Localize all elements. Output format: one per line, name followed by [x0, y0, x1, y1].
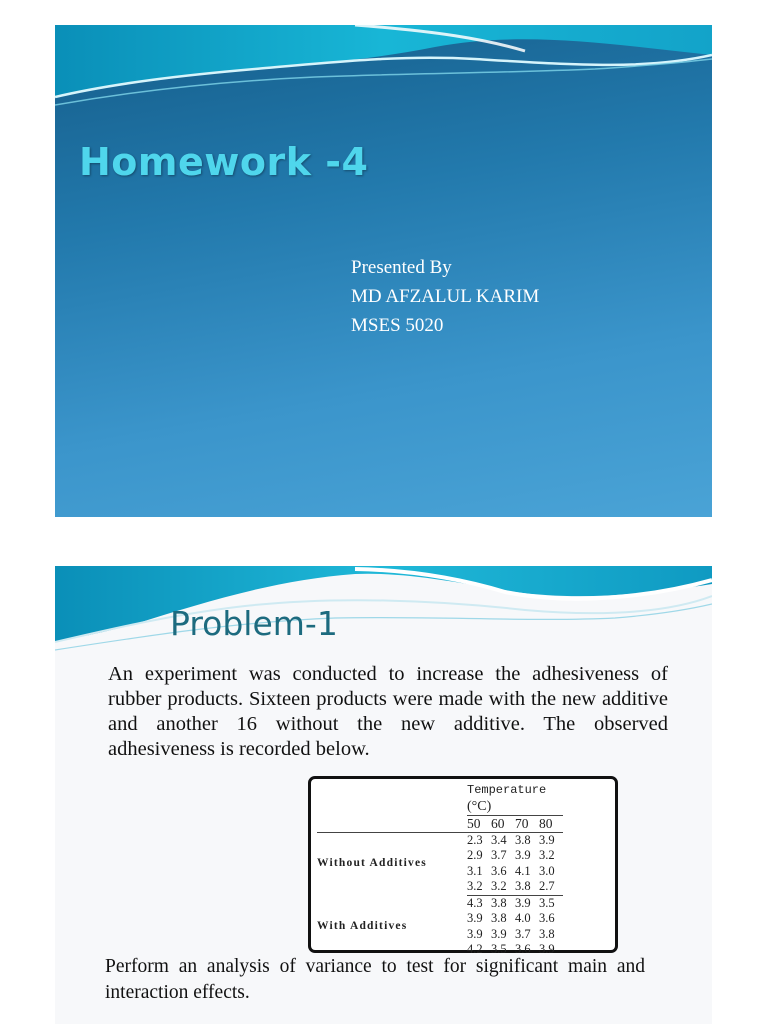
table-cell: 3.6	[491, 863, 507, 878]
slide-title: Problem-1	[170, 604, 338, 643]
table-cell: 2.3	[467, 832, 483, 847]
presented-by-label: Presented By	[351, 257, 452, 278]
wave-decoration	[55, 566, 712, 661]
table-cell: 3.9	[515, 848, 531, 862]
table-cell: 2.9	[467, 848, 483, 862]
table-cell: 3.5	[539, 895, 555, 910]
table-cell: 3.0	[539, 863, 555, 878]
table-cell: 3.7	[491, 848, 507, 862]
table-cell: 3.9	[515, 895, 531, 910]
table-cell: 3.7	[515, 926, 531, 941]
table-cell: 3.8	[491, 895, 507, 910]
problem-slide	[55, 566, 712, 1024]
table-cell: 3.9	[491, 926, 507, 941]
table-cell: 3.8	[491, 911, 507, 925]
slide-title: Homework -4	[79, 140, 369, 184]
table-cell: 3.9	[539, 832, 555, 847]
presenter-block	[351, 253, 539, 340]
adhesiveness-table	[317, 783, 563, 958]
table-cell: 3.9	[467, 926, 483, 941]
table-cell: 3.5	[491, 942, 507, 956]
table-cell: 4.1	[515, 863, 531, 878]
data-table-image	[308, 776, 618, 956]
presenter-name: MD AFZALUL KARIM	[351, 286, 540, 307]
table-cell: 3.9	[467, 911, 483, 925]
problem-text: An experiment was conducted to increase the adhesiveness of rubber products. Sixteen products were made with the new additive and another 16 without the new additive. The observed adhesiveness is recorded below.	[108, 663, 668, 760]
table-cell: 3.6	[515, 942, 531, 956]
title-slide	[55, 25, 712, 517]
table-cell: 2.7	[539, 879, 563, 895]
column-header-row	[317, 816, 563, 833]
wave-decoration	[55, 25, 712, 135]
course-code: MSES 5020	[351, 315, 444, 336]
temperature-header: Temperature (°C)	[467, 783, 563, 816]
column-header: 50	[467, 816, 491, 833]
column-header: 70	[515, 816, 539, 833]
table-cell: 4.0	[515, 911, 531, 925]
table-cell: 3.6	[539, 911, 555, 925]
group-label-with: With Additives	[317, 919, 408, 932]
task-text: Perform an analysis of variance to test for significant main and interaction effects.	[105, 956, 645, 1003]
table-row	[317, 832, 563, 848]
table-cell: 3.8	[515, 879, 539, 895]
table-cell: 4.3	[467, 895, 483, 910]
table-cell: 3.4	[491, 832, 507, 847]
table-cell: 3.8	[539, 926, 555, 941]
table-cell: 3.1	[467, 863, 483, 878]
table-cell: 3.2	[539, 848, 555, 862]
table-row	[317, 895, 563, 911]
column-header: 60	[491, 816, 515, 833]
table-cell: 3.2	[491, 879, 515, 895]
table-cell: 3.9	[539, 942, 555, 956]
table-cell: 3.8	[515, 832, 531, 847]
group-label-without: Without Additives	[317, 857, 427, 869]
table-header-row	[317, 783, 563, 816]
column-header: 80	[539, 816, 563, 833]
table-cell: 4.2	[467, 942, 483, 956]
table-cell: 3.2	[467, 879, 491, 895]
